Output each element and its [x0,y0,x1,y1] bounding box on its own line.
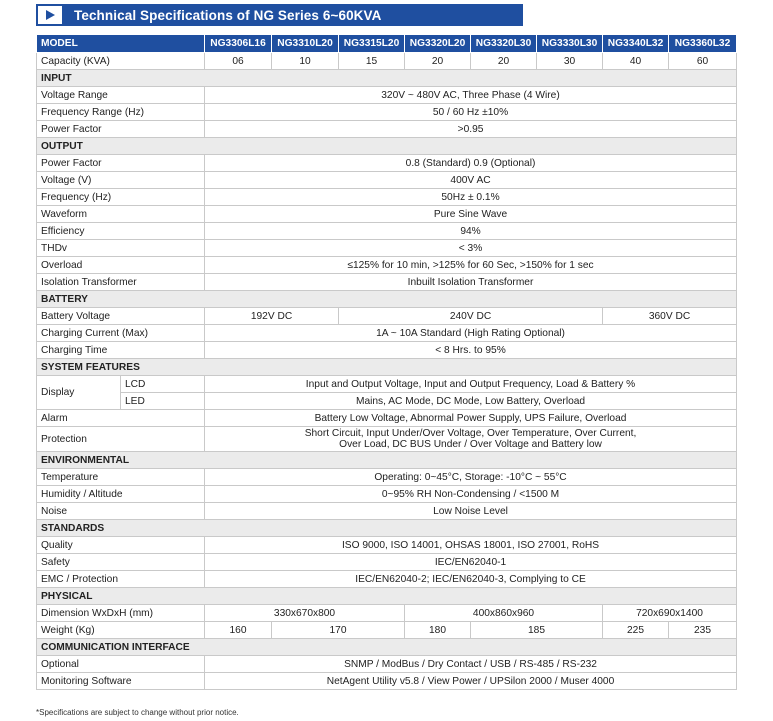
capacity-cell: 30 [537,53,603,70]
table-row [37,104,737,121]
row-label: Voltage Range [37,87,205,104]
row-label: Waveform [37,206,205,223]
row-value: 50Hz ± 0.1% [205,189,737,206]
section-header [37,291,737,308]
row-value: 1A ~ 10A Standard (High Rating Optional) [205,325,737,342]
capacity-cell: 20 [471,53,537,70]
row-label: Optional [37,656,205,673]
row-label: Battery Voltage [37,308,205,325]
model-header-cell: NG3330L30 [537,35,603,53]
weight-cell: 180 [405,622,471,639]
page-title: Technical Specifications of NG Series 6~60KVA [74,7,382,23]
table-row [37,87,737,104]
section-header [37,359,737,376]
row-value: Pure Sine Wave [205,206,737,223]
table-row [37,656,737,673]
weight-cell: 235 [669,622,737,639]
table-row [37,486,737,503]
row-label: Temperature [37,469,205,486]
row-value: ISO 9000, ISO 14001, OHSAS 18001, ISO 27001, RoHS [205,537,737,554]
model-header: MODEL [37,35,205,53]
row-label: Isolation Transformer [37,274,205,291]
model-header-cell: NG3340L32 [603,35,669,53]
section-header [37,520,737,537]
row-label: THDv [37,240,205,257]
table-row [37,189,737,206]
row-label: Dimension WxDxH (mm) [37,605,205,622]
row-value: 720x690x1400 [603,605,737,622]
weight-cell: 225 [603,622,669,639]
section-title: INPUT [37,70,737,87]
model-header-cell: NG3306L16 [205,35,272,53]
model-header-cell: NG3320L20 [405,35,471,53]
row-value: 330x670x800 [205,605,405,622]
row-label: Display [37,376,121,410]
row-label: Noise [37,503,205,520]
table-row [37,376,737,393]
table-row [37,393,737,410]
row-value: IEC/EN62040-2; IEC/EN62040-3, Complying to CE [205,571,737,588]
table-row [37,53,737,70]
row-label: Safety [37,554,205,571]
section-header [37,639,737,656]
weight-cell: 160 [205,622,272,639]
table-row [37,427,737,452]
row-label: Power Factor [37,155,205,172]
capacity-cell: 60 [669,53,737,70]
table-row [37,223,737,240]
row-sublabel: LCD [121,376,205,393]
row-label: Charging Current (Max) [37,325,205,342]
section-title: BATTERY [37,291,737,308]
section-header [37,588,737,605]
section-title: COMMUNICATION INTERFACE [37,639,737,656]
table-row [37,673,737,690]
weight-cell: 185 [471,622,603,639]
table-row [37,155,737,172]
row-value: ≤125% for 10 min, >125% for 60 Sec, >150% for 1 sec [205,257,737,274]
row-value: 400V AC [205,172,737,189]
protection-line: Over Load, DC BUS Under / Over Voltage and Battery low [339,439,602,450]
table-row [37,342,737,359]
row-value: Inbuilt Isolation Transformer [205,274,737,291]
model-header-cell: NG3320L30 [471,35,537,53]
table-row [37,537,737,554]
row-value: SNMP / ModBus / Dry Contact / USB / RS-485 / RS-232 [205,656,737,673]
play-arrow-icon [36,4,64,26]
table-row [37,503,737,520]
table-row [37,571,737,588]
table-row [37,622,737,639]
section-title: ENVIRONMENTAL [37,452,737,469]
model-header-cell: NG3315L20 [339,35,405,53]
row-value: Battery Low Voltage, Abnormal Power Supply, UPS Failure, Overload [205,410,737,427]
row-label: Overload [37,257,205,274]
title-banner [36,4,523,26]
row-value: 400x860x960 [405,605,603,622]
section-title: STANDARDS [37,520,737,537]
table-row [37,172,737,189]
spec-table [36,34,737,690]
row-value [205,427,737,452]
table-row [37,469,737,486]
row-label: Weight (Kg) [37,622,205,639]
weight-cell: 170 [272,622,405,639]
table-header-row [37,35,737,53]
row-value: 0~95% RH Non-Condensing / <1500 M [205,486,737,503]
row-value: NetAgent Utility v5.8 / View Power / UPSilon 2000 / Muser 4000 [205,673,737,690]
table-row [37,410,737,427]
table-row [37,274,737,291]
capacity-cell: 15 [339,53,405,70]
row-label: Frequency Range (Hz) [37,104,205,121]
row-label: Quality [37,537,205,554]
row-label: Humidity / Altitude [37,486,205,503]
row-value: Mains, AC Mode, DC Mode, Low Battery, Overload [205,393,737,410]
row-label: Protection [37,427,205,452]
row-label: Charging Time [37,342,205,359]
row-value: 360V DC [603,308,737,325]
row-sublabel: LED [121,393,205,410]
row-value: 192V DC [205,308,339,325]
row-value: 50 / 60 Hz ±10% [205,104,737,121]
row-label: Monitoring Software [37,673,205,690]
section-title: PHYSICAL [37,588,737,605]
section-title: OUTPUT [37,138,737,155]
table-row [37,605,737,622]
capacity-cell: 20 [405,53,471,70]
row-value: 94% [205,223,737,240]
row-value: < 3% [205,240,737,257]
table-row [37,206,737,223]
footnote: *Specifications are subject to change without prior notice. [36,708,239,717]
section-header [37,138,737,155]
capacity-cell: 10 [272,53,339,70]
section-title: SYSTEM FEATURES [37,359,737,376]
table-row [37,554,737,571]
row-label: EMC / Protection [37,571,205,588]
row-value: Low Noise Level [205,503,737,520]
row-value: 0.8 (Standard) 0.9 (Optional) [205,155,737,172]
row-value: >0.95 [205,121,737,138]
protection-line: Short Circuit, Input Under/Over Voltage, Over Temperature, Over Current, [304,428,637,439]
row-label: Capacity (KVA) [37,53,205,70]
table-row [37,308,737,325]
row-value: 320V ~ 480V AC, Three Phase (4 Wire) [205,87,737,104]
row-label: Alarm [37,410,205,427]
capacity-cell: 06 [205,53,272,70]
row-value: IEC/EN62040-1 [205,554,737,571]
row-label: Voltage (V) [37,172,205,189]
row-label: Power Factor [37,121,205,138]
row-value: < 8 Hrs. to 95% [205,342,737,359]
row-value: Input and Output Voltage, Input and Output Frequency, Load & Battery % [205,376,737,393]
row-value: 240V DC [339,308,603,325]
section-header [37,70,737,87]
table-row [37,240,737,257]
row-label: Efficiency [37,223,205,240]
section-header [37,452,737,469]
row-value: Operating: 0~45°C, Storage: -10°C ~ 55°C [205,469,737,486]
row-label: Frequency (Hz) [37,189,205,206]
model-header-cell: NG3310L20 [272,35,339,53]
table-row [37,121,737,138]
table-row [37,257,737,274]
capacity-cell: 40 [603,53,669,70]
table-row [37,325,737,342]
model-header-cell: NG3360L32 [669,35,737,53]
